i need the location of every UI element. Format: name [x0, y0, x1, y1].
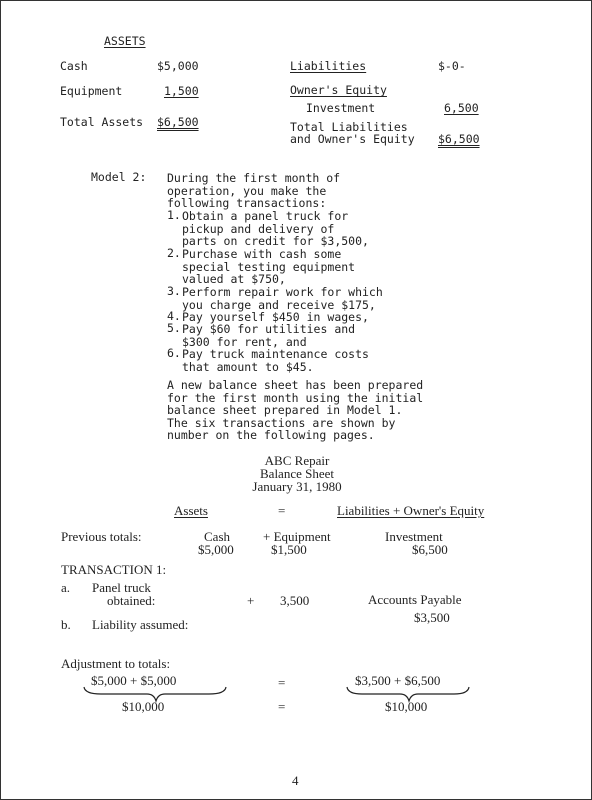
sum-left: $10,000	[122, 699, 165, 714]
total-liabilities-line1: Total Liabilities	[290, 120, 408, 134]
item-number: 4.	[167, 309, 181, 323]
model2-label: Model 2:	[91, 170, 147, 184]
item-a-plus: +	[247, 593, 255, 608]
item-number: 6.	[167, 346, 181, 360]
investment-value: 6,500	[444, 101, 479, 115]
liabilities-value: $-0-	[438, 59, 466, 73]
equipment-label: Equipment	[60, 84, 123, 98]
model2-intro: During the first month of operation, you make the following transactions:	[167, 171, 341, 210]
item-text: Obtain a panel truck for pickup and delivery of parts on credit for $3,500,	[182, 209, 369, 248]
adjustment-label: Adjustment to totals:	[61, 656, 171, 671]
sheet-date: January 31, 1980	[252, 479, 342, 494]
item-a-label: a.	[61, 580, 71, 595]
item-number: 3.	[167, 284, 181, 298]
item-b-label: b.	[61, 617, 71, 632]
sum-equals: =	[278, 699, 286, 714]
assets-column-heading: Assets	[174, 503, 208, 518]
item-number: 5.	[167, 321, 181, 335]
sum-right: $10,000	[385, 699, 428, 714]
page-number: 4	[292, 773, 299, 788]
item-a-amount: 3,500	[280, 593, 310, 608]
equals-sign: =	[278, 503, 286, 518]
sheet-title: Balance Sheet	[260, 466, 334, 481]
item-text: Pay $60 for utilities and $300 for rent, and	[182, 322, 356, 349]
item-number: 1.	[167, 208, 181, 222]
item-number: 2.	[167, 246, 181, 260]
item-b-text: Liability assumed:	[92, 617, 189, 632]
liabilities-equity-heading: Liabilities + Owner's Equity	[337, 503, 485, 518]
owners-equity-label: Owner's Equity	[290, 83, 387, 97]
item-a-text-line1: Panel truck	[92, 580, 151, 595]
liabilities-label: Liabilities	[290, 59, 367, 73]
previous-cash: $5,000	[198, 542, 234, 557]
item-text: Pay yourself $450 in wages,	[182, 310, 369, 324]
total-liabilities-line2: and Owner's Equity	[290, 132, 415, 146]
adjustment-right-expression: $3,500 + $6,500	[355, 673, 441, 688]
item-text: Perform repair work for which you charge and receive $175,	[182, 285, 383, 312]
previous-investment: $6,500	[412, 542, 448, 557]
item-text: Pay truck maintenance costs that amount to $45.	[182, 347, 369, 374]
previous-equipment: $1,500	[271, 542, 307, 557]
cash-value: $5,000	[157, 59, 199, 73]
total-assets-value: $6,500	[157, 115, 199, 129]
item-a-text-line2: obtained:	[107, 593, 156, 608]
total-assets-label: Total Assets	[60, 115, 144, 129]
cash-label: Cash	[60, 59, 88, 73]
adjustment-equals: =	[278, 675, 286, 690]
transaction-heading: TRANSACTION 1:	[61, 562, 167, 577]
accounts-payable-amount: $3,500	[414, 610, 450, 625]
assets-heading: ASSETS	[104, 34, 146, 48]
cash-column-head: Cash	[204, 529, 230, 544]
equipment-value: 1,500	[164, 84, 199, 98]
total-liabilities-value: $6,500	[438, 132, 480, 146]
equipment-column-head: + Equipment	[263, 529, 331, 544]
model2-paragraph: A new balance sheet has been prepared for the first month using the initial balance sheet prepared in Model 1. The six transactions are shown by number on the following pages.	[167, 378, 424, 442]
company-name: ABC Repair	[264, 453, 330, 468]
item-text: Purchase with cash some special testing equipment valued at $750,	[182, 247, 356, 286]
investment-label: Investment	[306, 101, 376, 115]
adjustment-left-expression: $5,000 + $5,000	[91, 673, 177, 688]
investment-column-head: Investment	[385, 529, 443, 544]
previous-totals-label: Previous totals:	[61, 529, 142, 544]
accounts-payable-label: Accounts Payable	[368, 592, 462, 607]
